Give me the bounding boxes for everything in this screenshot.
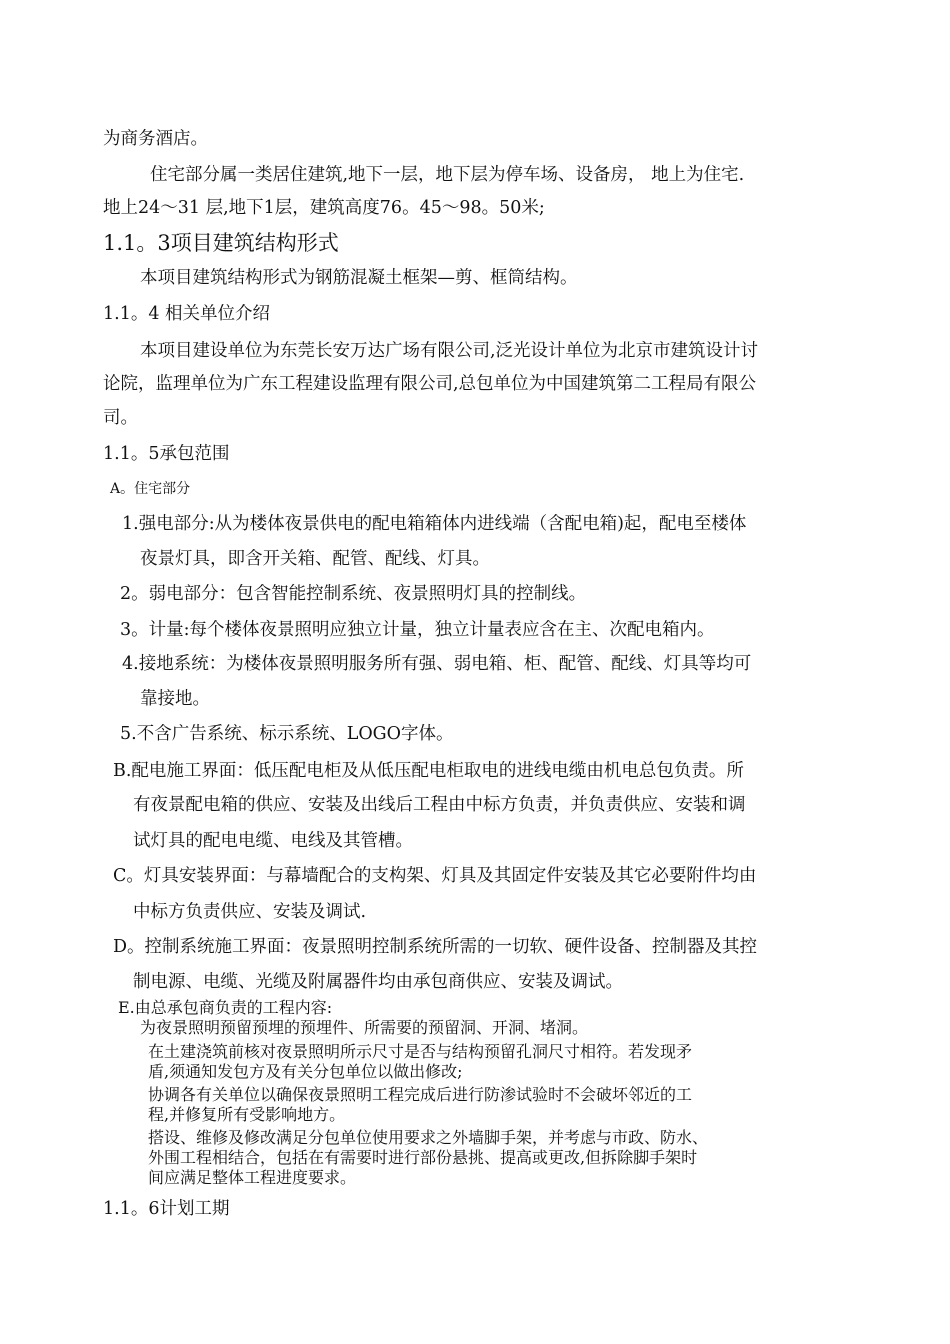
list-item: 5.不含广告系统、标示系统、LOGO字体。 bbox=[120, 724, 454, 744]
paragraph-line: 为夜景照明预留预埋的预埋件、所需要的预留洞、开洞、堵洞。 bbox=[140, 1018, 589, 1037]
paragraph-line: D。控制系统施工界面：夜景照明控制系统所需的一切软、硬件设备、控制器及其控 bbox=[113, 937, 758, 957]
section-heading: 1.1。5承包范围 bbox=[103, 444, 230, 464]
paragraph-line: 本项目建设单位为东莞长安万达广场有限公司,泛光设计单位为北京市建筑设计讨 bbox=[140, 341, 759, 361]
paragraph-line: 间应满足整体工程进度要求。 bbox=[148, 1168, 357, 1187]
section-heading: 1.1。6计划工期 bbox=[103, 1199, 230, 1219]
list-item-continuation: 靠接地。 bbox=[140, 689, 210, 709]
section-heading: 1.1。3项目建筑结构形式 bbox=[103, 231, 339, 255]
paragraph-line: 司。 bbox=[103, 408, 138, 428]
paragraph-line: 论院，监理单位为广东工程建设监理有限公司,总包单位为中国建筑第二工程局有限公 bbox=[103, 374, 757, 394]
paragraph-line: 中标方负责供应、安装及调试. bbox=[133, 902, 367, 922]
paragraph-line: 为商务酒店。 bbox=[103, 129, 208, 149]
paragraph-line: 盾,须通知发包方及有关分包单位以做出修改; bbox=[148, 1062, 463, 1081]
paragraph-line: 制电源、电缆、光缆及附属器件均由承包商供应、安装及调试。 bbox=[133, 972, 623, 992]
paragraph-line: E.由总承包商负责的工程内容: bbox=[118, 998, 333, 1017]
paragraph-line: 搭设、维修及修改满足分包单位使用要求之外墙脚手架，并考虑与市政、防水、 bbox=[148, 1128, 709, 1147]
paragraph-line: 协调各有关单位以确保夜景照明工程完成后进行防渗试验时不会破坏邻近的工 bbox=[148, 1085, 693, 1104]
paragraph-line: 地上24～31 层,地下1层，建筑高度76。45～98。50米; bbox=[103, 198, 545, 218]
section-heading: 1.1。4 相关单位介绍 bbox=[103, 304, 271, 324]
subsection-label: A。住宅部分 bbox=[110, 481, 191, 497]
list-item-continuation: 夜景灯具，即含开关箱、配管、配线、灯具。 bbox=[140, 549, 490, 569]
list-item: 4.接地系统：为楼体夜景照明服务所有强、弱电箱、柜、配管、配线、灯具等均可 bbox=[122, 654, 752, 674]
paragraph-line: B.配电施工界面：低压配电柜及从低压配电柜取电的进线电缆由机电总包负责。所 bbox=[113, 761, 744, 781]
paragraph-line: 住宅部分属一类居住建筑,地下一层，地下层为停车场、设备房， 地上为住宅. bbox=[150, 165, 745, 185]
paragraph-line: 程,并修复所有受影响地方。 bbox=[148, 1105, 346, 1124]
paragraph-line: 在土建浇筑前核对夜景照明所示尺寸是否与结构预留孔洞尺寸相符。若发现矛 bbox=[148, 1042, 693, 1061]
paragraph-line: 外围工程相结合，包括在有需要时进行部份悬挑、提高或更改,但拆除脚手架时 bbox=[148, 1148, 698, 1167]
paragraph-line: 试灯具的配电电缆、电线及其管槽。 bbox=[133, 831, 413, 851]
list-item: 1.强电部分:从为楼体夜景供电的配电箱箱体内进线端（含配电箱)起，配电至楼体 bbox=[122, 514, 747, 534]
paragraph-line: 有夜景配电箱的供应、安装及出线后工程由中标方负责，并负责供应、安装和调 bbox=[133, 795, 746, 815]
list-item: 2。弱电部分：包含智能控制系统、夜景照明灯具的控制线。 bbox=[120, 584, 587, 604]
paragraph-line: 本项目建筑结构形式为钢筋混凝土框架—剪、框筒结构。 bbox=[140, 268, 578, 288]
paragraph-line: C。灯具安装界面：与幕墙配合的支构架、灯具及其固定件安装及其它必要附件均由 bbox=[113, 866, 757, 886]
list-item: 3。计量:每个楼体夜景照明应独立计量，独立计量表应含在主、次配电箱内。 bbox=[120, 620, 715, 640]
